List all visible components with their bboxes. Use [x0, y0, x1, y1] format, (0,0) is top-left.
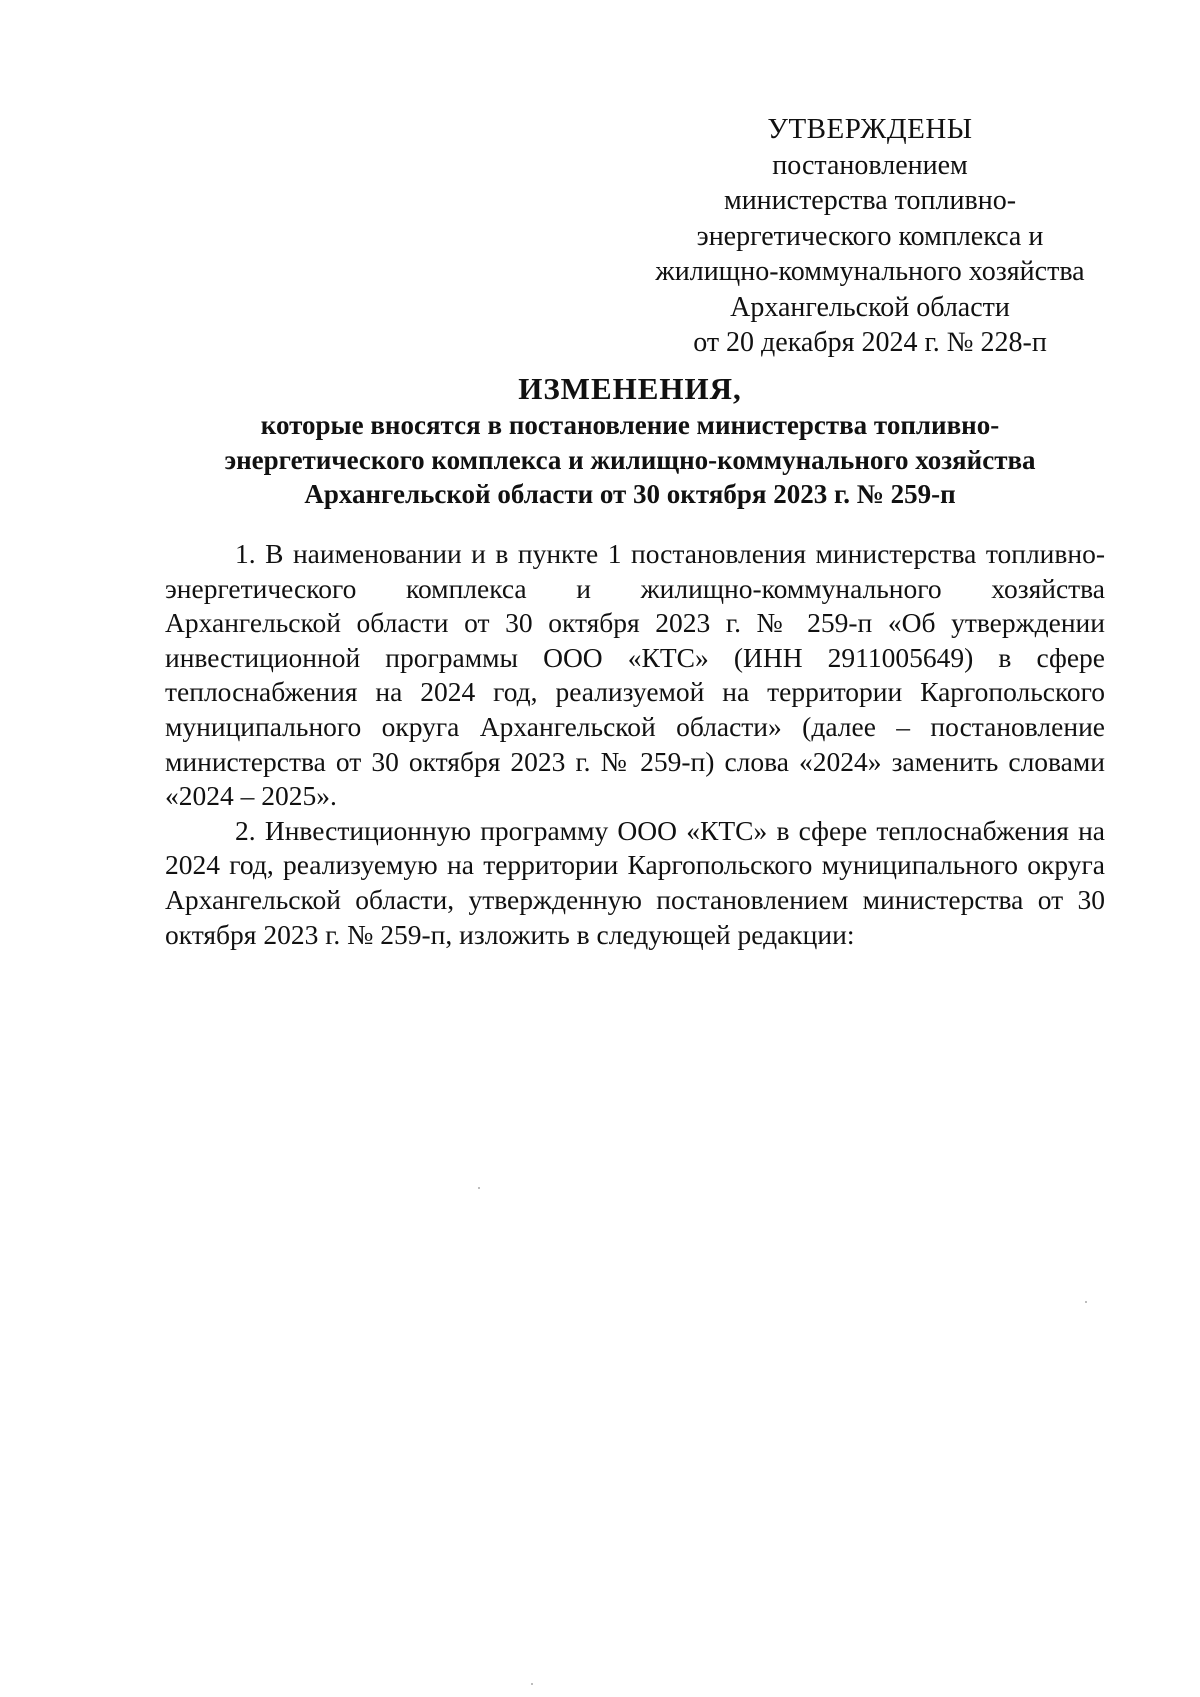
document-subtitle-line: которые вносятся в постановление министерства топливно-	[260, 410, 1000, 440]
approval-stamp-block	[610, 112, 1130, 361]
approval-line: энергетического комплекса и	[696, 220, 1044, 252]
scan-speck	[478, 1187, 480, 1189]
approval-line: министерства топливно-	[723, 185, 1017, 216]
document-heading	[150, 370, 1110, 512]
document-body	[165, 537, 1105, 952]
approval-line: жилищно-коммунального хозяйства	[655, 256, 1085, 287]
approval-line: Архангельской области	[730, 291, 1010, 323]
approval-title: УТВЕРЖДЕНЫ	[767, 113, 973, 145]
paragraph-2: 2. Инвестиционную программу ООО «КТС» в сфере теплоснабжения на 2024 год, реализуемую на территории Каргопольского муниципального округа Архангельской области, утвержденную постановлением министерства от 30 октября 2023 г. № 259-п, изложить в следующей редакции:	[165, 814, 1105, 950]
approval-line: постановлением	[772, 149, 968, 181]
approval-line: от 20 декабря 2024 г. № 228-п	[693, 327, 1047, 358]
document-subtitle-line: Архангельской области от 30 октября 2023 г. № 259-п	[304, 479, 956, 509]
scan-speck	[1085, 1301, 1087, 1303]
document-title: ИЗМЕНЕНИЯ,	[518, 371, 742, 406]
scan-speck	[531, 1683, 533, 1685]
document-subtitle-line: энергетического комплекса и жилищно-коммунального хозяйства	[224, 444, 1036, 475]
paragraph-1: 1. В наименовании и в пункте 1 постановления министерства топливно-энергетического комплекса и жилищно-коммунального хозяйства Архангельской области от 30 октября 2023 г. № 259-п «Об утверждении инвестиционной программы ООО «КТС» (ИНН 2911005649) в сфере теплоснабжения на 2024 год, реализуемой на территории Каргопольского муниципального округа Архангельской области» (далее – постановление министерства от 30 октября 2023 г. № 259-п) слова «2024» заменить словами «2024 – 2025».	[165, 538, 1105, 812]
